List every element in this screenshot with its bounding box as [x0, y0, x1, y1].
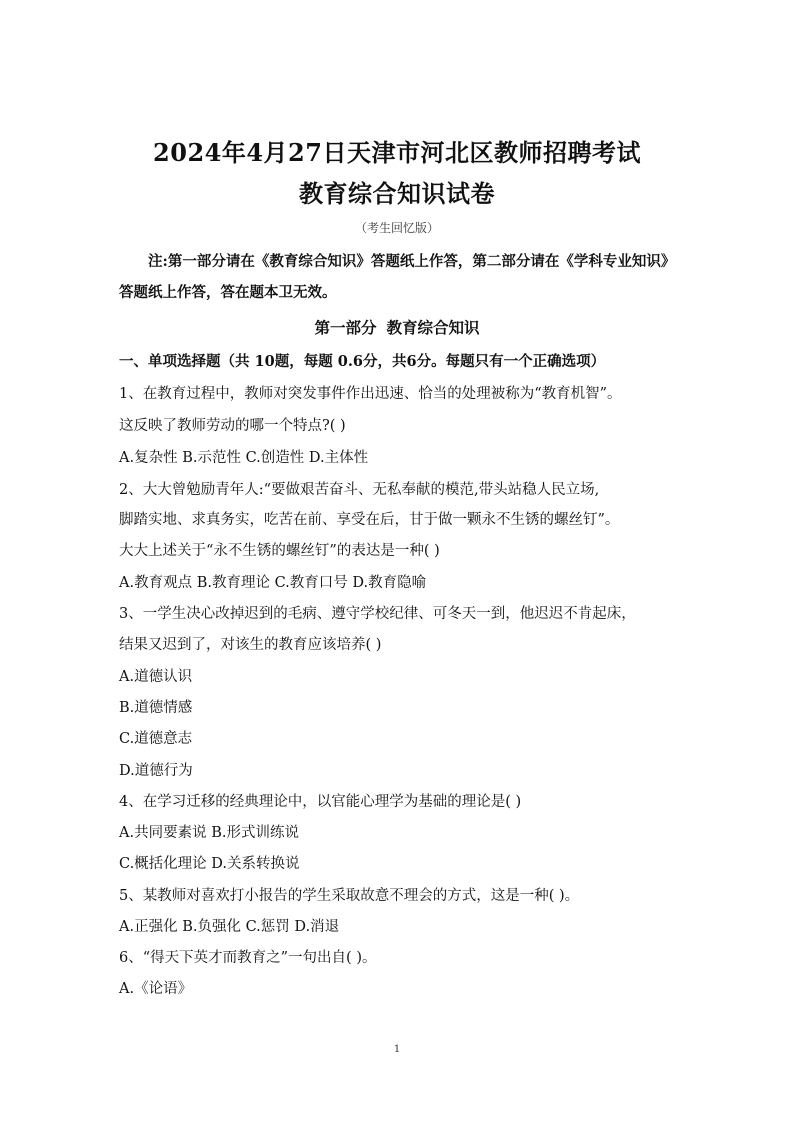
question-2-line-2: 脚踏实地、求真务实，吃苦在前、享受在后，甘于做一颗永不生锈的螺丝钉”。 [119, 512, 620, 528]
question-3-option-c: C.道德意志 [119, 731, 193, 747]
question-3-option-b: B.道德情感 [119, 700, 193, 716]
exam-title-line1: 2024年4月27日天津市河北区教师招聘考试 [153, 138, 641, 167]
question-6-line-1: 6、“得天下英才而教育之”一句出自( )。 [119, 950, 377, 966]
exam-subtitle: （考生回忆版） [354, 221, 439, 235]
question-3-line-1: 3、一学生决心改掉迟到的毛病、遵守学校纪律、可冬天一到，他迟迟不肯起床， [119, 606, 636, 622]
question-3-line-2: 结果又迟到了，对该生的教育应该培养( ) [119, 637, 382, 653]
question-4-options-2: C.概括化理论 D.关系转换说 [119, 856, 300, 872]
part-title [0, 316, 794, 338]
question-2-line-3: 大大上述关于“永不生锈的螺丝钉”的表达是一种( ) [119, 543, 440, 559]
question-6-option-a: A.《论语》 [119, 981, 193, 997]
question-5-options: A.正强化 B.负强化 C.惩罚 D.消退 [119, 919, 340, 935]
page-number: 1 [393, 1044, 401, 1055]
question-4-line-1: 4、在学习迁移的经典理论中，以官能心理学为基础的理论是( ) [119, 794, 522, 810]
question-1-line-2: 这反映了教师劳动的哪一个特点?( ) [119, 418, 346, 434]
question-2-options: A.教育观点 B.教育理论 C.教育口号 D.教育隐喻 [119, 575, 427, 591]
exam-note: 注:第一部分请在《教育综合知识》答题纸上作答，第二部分请在《学科专业知识》答题纸上作答，答在题本卫无效。 [119, 253, 676, 301]
question-4-options-1: A.共同要素说 B.形式训练说 [119, 825, 299, 841]
question-5-line-1: 5、某教师对喜欢打小报告的学生采取故意不理会的方式，这是一种( )。 [119, 888, 580, 904]
question-1-line-1: 1、在教育过程中，教师对突发事件作出迅速、恰当的处理被称为“教育机智”。 [119, 386, 622, 402]
section-heading: 一、单项选择题（共 10题，每题 0.6分，共6分。每题只有一个正确选项） [119, 353, 606, 370]
exam-title-line2: 教育综合知识试卷 [299, 179, 495, 208]
question-2-line-1: 2、大大曾勉励青年人:“要做艰苦奋斗、无私奉献的模范,带头站稳人民立场, [119, 482, 600, 498]
part-name: 教育综合知识 [386, 318, 480, 337]
question-3-option-d: D.道德行为 [119, 763, 193, 779]
question-3-option-a: A.道德认识 [119, 669, 193, 685]
question-1-options: A.复杂性 B.示范性 C.创造性 D.主体性 [119, 450, 369, 466]
part-label: 第一部分 [314, 318, 377, 337]
